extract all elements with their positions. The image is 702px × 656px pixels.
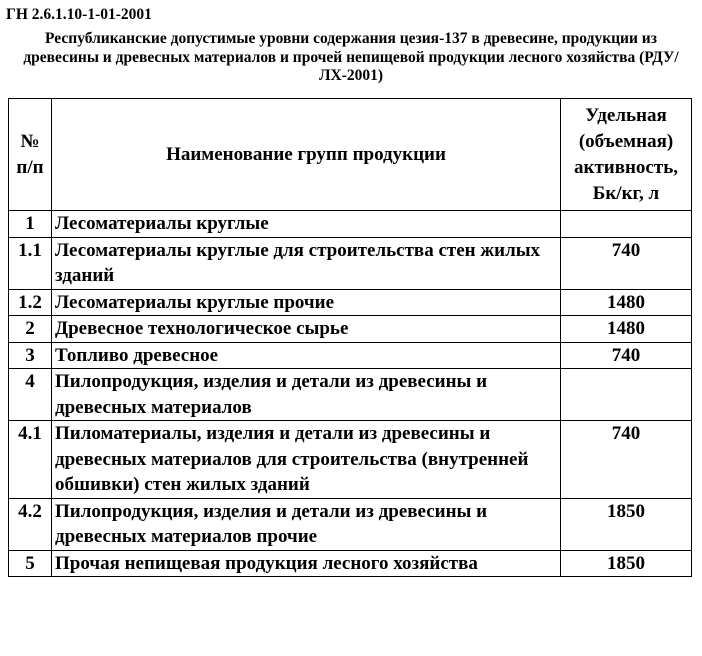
table-row — [9, 498, 692, 550]
row-name: Прочая непищевая продукция лесного хозяйства — [52, 550, 561, 577]
row-name: Лесоматериалы круглые прочие — [52, 289, 561, 316]
header-number-line1: № — [20, 130, 40, 152]
row-number: 1 — [9, 211, 52, 238]
table-row — [9, 211, 692, 238]
row-number: 1.2 — [9, 289, 52, 316]
header-activity — [561, 99, 692, 211]
header-number — [9, 99, 52, 211]
row-value: 1480 — [561, 289, 692, 316]
row-value — [561, 211, 692, 238]
row-name: Пиломатериалы, изделия и детали из древесины и древесных материалов для строительства (внутренней обшивки) стен жилых зданий — [52, 421, 561, 499]
table-row — [9, 369, 692, 421]
row-value: 1850 — [561, 498, 692, 550]
row-number: 4.1 — [9, 421, 52, 499]
row-value: 1850 — [561, 550, 692, 577]
row-name: Лесоматериалы круглые для строительства стен жилых зданий — [52, 237, 561, 289]
table-row — [9, 237, 692, 289]
norms-table — [8, 98, 692, 577]
row-name: Пилопродукция, изделия и детали из древесины и древесных материалов — [52, 369, 561, 421]
table-row — [9, 289, 692, 316]
header-activity-line1: Удельная — [585, 104, 667, 126]
row-value — [561, 369, 692, 421]
row-name: Пилопродукция, изделия и детали из древесины и древесных материалов прочие — [52, 498, 561, 550]
row-number: 4 — [9, 369, 52, 421]
document-code: ГН 2.6.1.10-1-01-2001 — [6, 6, 152, 23]
row-number: 2 — [9, 316, 52, 343]
table-row — [9, 421, 692, 499]
row-value: 740 — [561, 342, 692, 369]
row-name: Лесоматериалы круглые — [52, 211, 561, 238]
document-title: Республиканские допустимые уровни содержания цезия-137 в древесине, продукции из древесины и древесных материалов и прочей непищевой продукции лесного хозяйства (РДУ/ЛХ-2001) — [23, 30, 679, 84]
header-number-line2: п/п — [16, 156, 44, 178]
header-name: Наименование групп продукции — [52, 99, 561, 211]
table-header-row — [9, 99, 692, 211]
header-activity-line3: активность, — [574, 156, 678, 178]
table-row — [9, 316, 692, 343]
row-number: 4.2 — [9, 498, 52, 550]
row-name: Древесное технологическое сырье — [52, 316, 561, 343]
header-activity-line4: Бк/кг, л — [592, 182, 660, 204]
table-row — [9, 550, 692, 577]
row-number: 3 — [9, 342, 52, 369]
table-row — [9, 342, 692, 369]
row-value: 740 — [561, 421, 692, 499]
header-activity-line2: (объемная) — [578, 130, 674, 152]
row-number: 5 — [9, 550, 52, 577]
row-value: 1480 — [561, 316, 692, 343]
row-name: Топливо древесное — [52, 342, 561, 369]
row-value: 740 — [561, 237, 692, 289]
row-number: 1.1 — [9, 237, 52, 289]
